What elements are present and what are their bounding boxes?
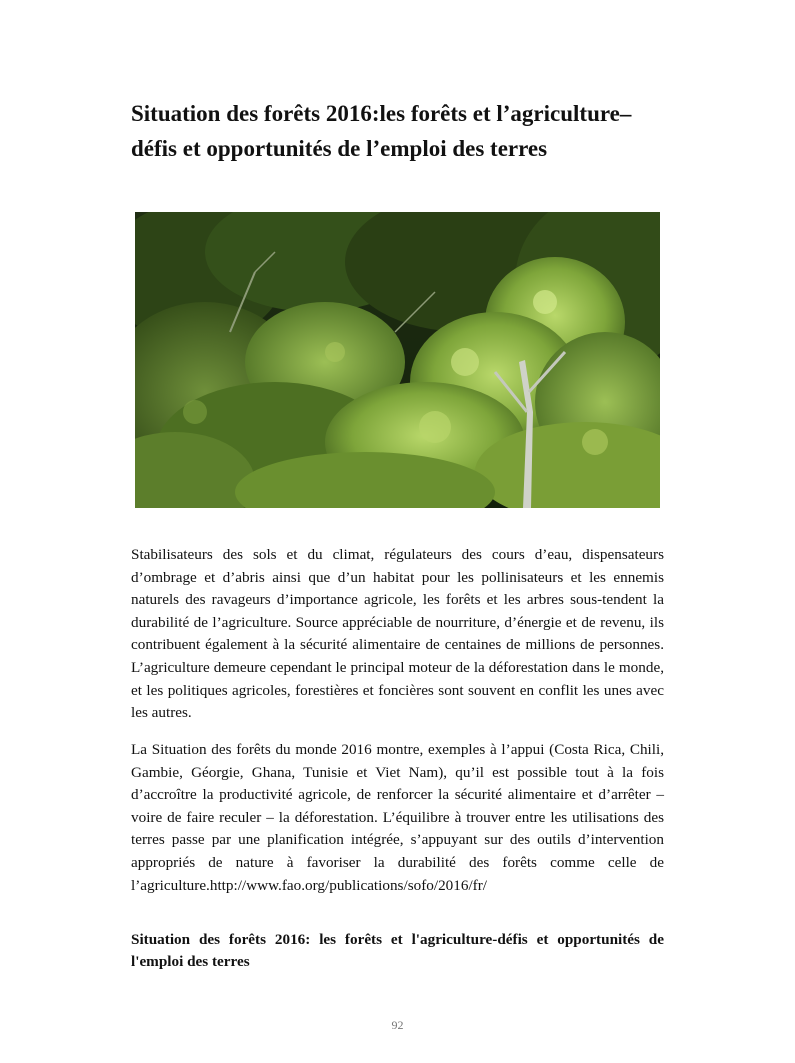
body-paragraph-1: Stabilisateurs des sols et du climat, régulateurs des cours d’eau, dispensateurs d’ombrage et d’abris ainsi que d’un habitat pour les pollinisateurs et les ennemis naturels des ravageurs d’importance agricole, les forêts et les arbres sous-tendent la durabilité de l’agriculture. Source appréciable de nourriture, d’énergie et de revenu, ils contribuent également à la sécurité alimentaire de centaines de millions de personnes. L’agriculture demeure cependant le principal moteur de la déforestation dans le monde, et les politiques agricoles, forestières et foncières sont souvent en conflit les unes avec les autres. [131, 546, 664, 722]
page-title: Situation des forêts 2016:les forêts et l’agriculture–défis et opportunités de l’emploi des terres [131, 101, 632, 161]
body-paragraph-2: La Situation des forêts du monde 2016 montre, exemples à l’appui (Costa Rica, Chili, Gambie, Géorgie, Ghana, Tunisie et Viet Nam), qu’il est possible tout à la fois d’accroître la productivité agricole, de renforcer la sécurité alimentaire et d’arrêter – voire de faire reculer – la déforestation. L’équilibre à trouver entre les utilisations des terres passe par une planification intégrée, s’appuyant sur des outils d’intervention appropriés de nature à favoriser la durabilité des forêts comme celle de l’agriculture.http://www.fao.org/publications/sofo/2016/fr/ [131, 741, 664, 894]
page-number: 92 [391, 1018, 404, 1032]
section-subtitle: Situation des forêts 2016: les forêts et l'agriculture-défis et opportunités de l'emploi des terres [131, 931, 664, 970]
forest-canopy-photo [135, 212, 660, 508]
